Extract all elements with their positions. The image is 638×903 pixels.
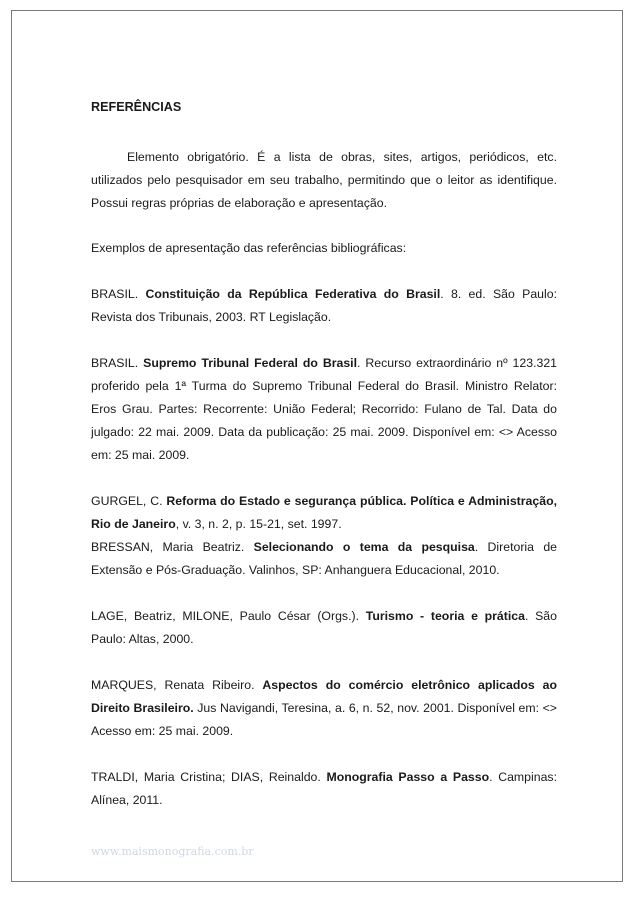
reference-title: Constituição da República Federativa do Brasil bbox=[145, 287, 441, 301]
reference-entry bbox=[91, 352, 557, 467]
reference-details: Jus Navigandi, Teresina, a. 6, n. 52, nov. 2001. Disponível em: <> Acesso em: 25 mai. 2009. bbox=[91, 701, 557, 738]
reference-title: Aspectos do comércio eletrônico aplicados ao Direito Brasileiro. bbox=[91, 678, 557, 715]
reference-details: . Recurso extraordinário nº 123.321 proferido pela 1ª Turma do Supremo Tribunal Federal do Brasil. Ministro Relator: Eros Grau. Partes: Recorrente: União Federal; Recorrido: Fulano de Tal. Data do julgado: 22 mai. 2009. Data da publicação: 25 mai. 2009. Disponível em: <> Acesso em: 25 mai. 2009. bbox=[91, 356, 558, 462]
reference-entry bbox=[91, 536, 557, 582]
reference-author: BRASIL. bbox=[91, 356, 144, 370]
reference-entry bbox=[91, 605, 557, 651]
reference-entry bbox=[91, 490, 557, 536]
reference-entry bbox=[91, 766, 557, 812]
reference-details: . Campinas: Alínea, 2011. bbox=[91, 770, 557, 807]
reference-title: Monografia Passo a Passo bbox=[326, 770, 490, 784]
reference-title: Reforma do Estado e segurança pública. Política e Administração, Rio de Janeiro bbox=[91, 494, 557, 531]
footer-website: www.maismonografia.com.br bbox=[91, 845, 254, 858]
reference-author: BRASIL. bbox=[91, 287, 146, 301]
intro-paragraph: Elemento obrigatório. É a lista de obras, sites, artigos, periódicos, etc. utilizados pelo pesquisador em seu trabalho, permitindo que o leitor as identifique. Possui regras próprias de elaboração e apresentação. bbox=[91, 150, 557, 210]
reference-title: Selecionando o tema da pesquisa bbox=[253, 540, 475, 554]
document-page bbox=[11, 10, 623, 882]
examples-intro: Exemplos de apresentação das referências bibliográficas: bbox=[91, 241, 407, 255]
reference-author: MARQUES, Renata Ribeiro. bbox=[91, 678, 263, 692]
section-heading: REFERÊNCIAS bbox=[91, 100, 182, 114]
reference-author: GURGEL, C. bbox=[91, 494, 167, 508]
reference-details: . 8. ed. São Paulo: Revista dos Tribunais, 2003. RT Legislação. bbox=[91, 287, 557, 324]
reference-entry bbox=[91, 283, 557, 329]
reference-author: BRESSAN, Maria Beatriz. bbox=[91, 540, 254, 554]
reference-title: Supremo Tribunal Federal do Brasil bbox=[143, 356, 358, 370]
reference-title: Turismo - teoria e prática bbox=[365, 609, 525, 623]
reference-author: TRALDI, Maria Cristina; DIAS, Reinaldo. bbox=[91, 770, 327, 784]
reference-author: LAGE, Beatriz, MILONE, Paulo César (Orgs.). bbox=[91, 609, 366, 623]
reference-details: , v. 3, n. 2, p. 15-21, set. 1997. bbox=[175, 517, 342, 531]
reference-entry bbox=[91, 674, 557, 743]
reference-details: . São Paulo: Altas, 2000. bbox=[91, 609, 557, 646]
reference-details: . Diretoria de Extensão e Pós-Graduação. Valinhos, SP: Anhanguera Educacional, 2010. bbox=[91, 540, 558, 577]
page-content bbox=[91, 96, 557, 812]
